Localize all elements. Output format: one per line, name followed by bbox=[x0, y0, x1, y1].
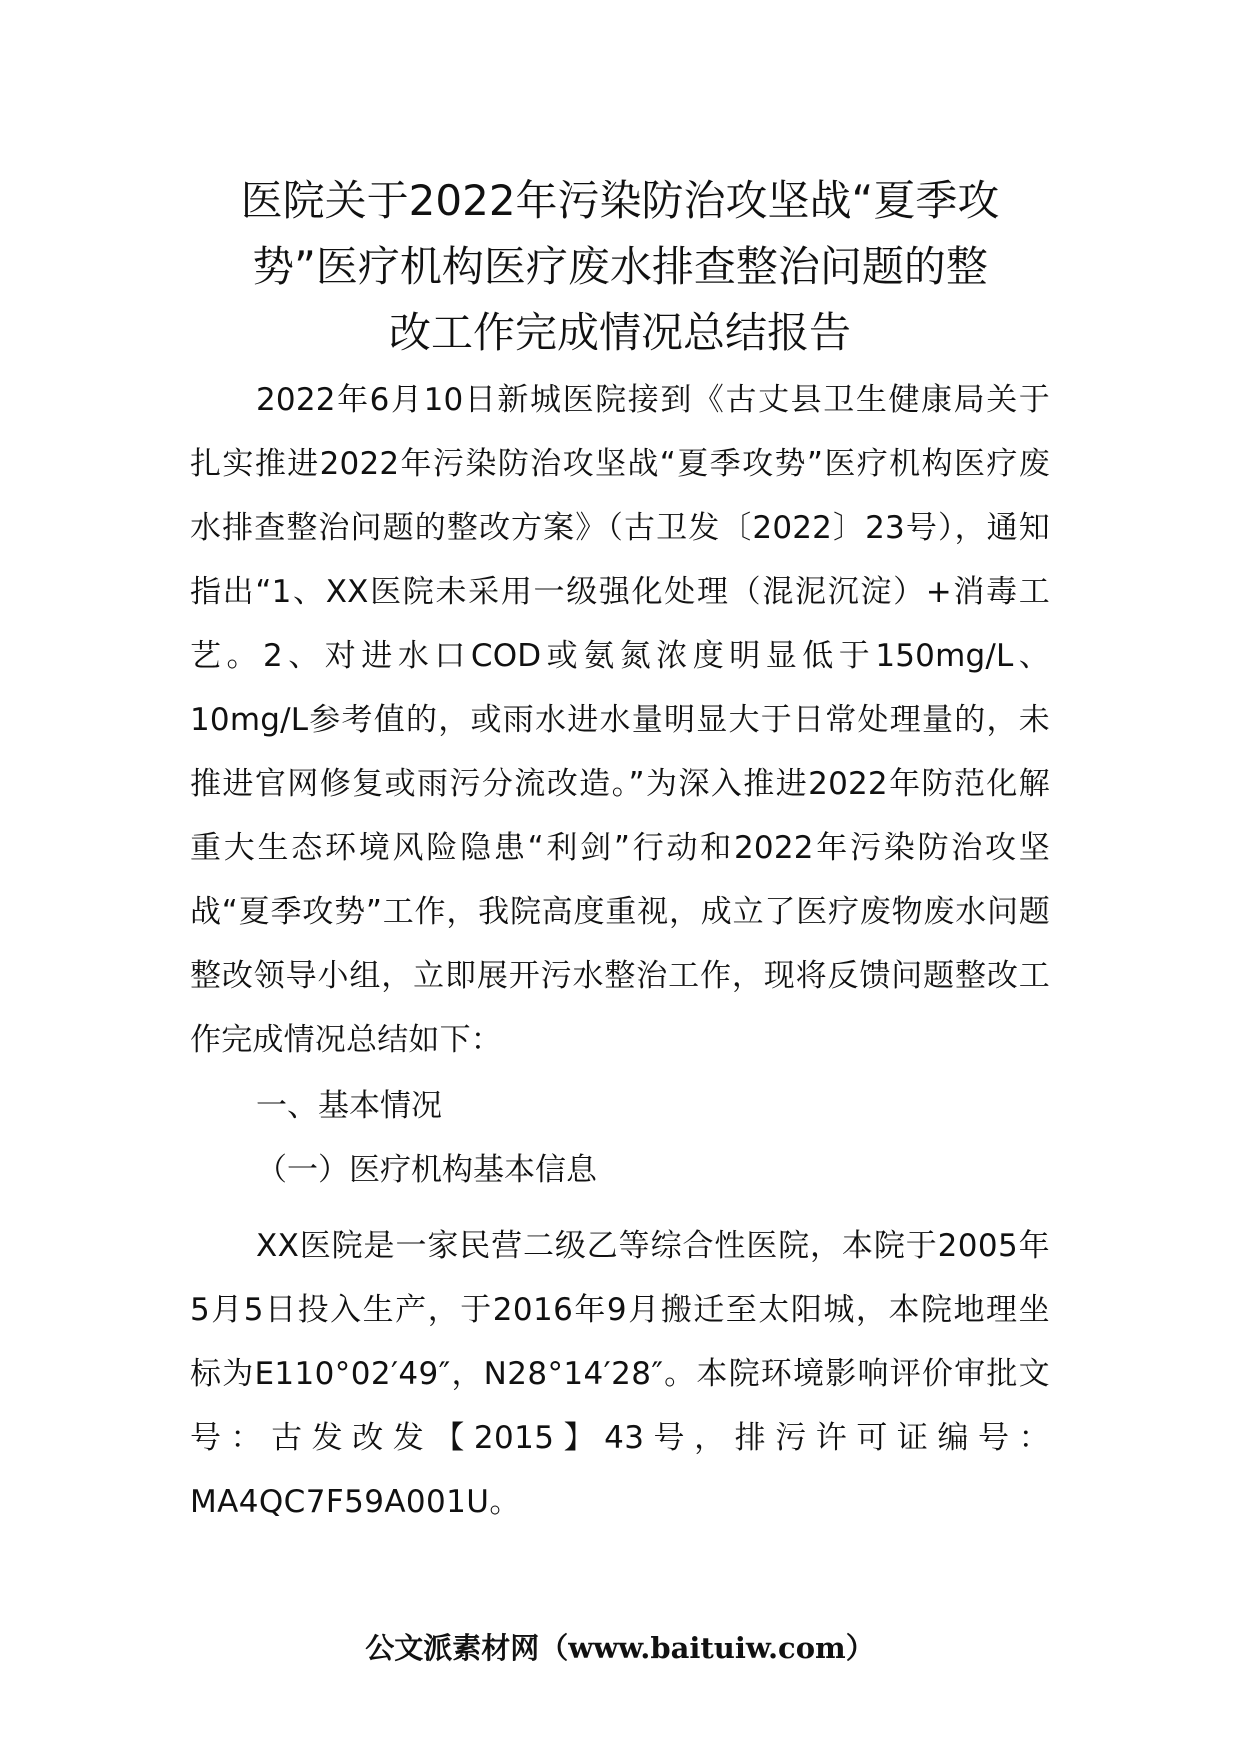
document-body bbox=[190, 368, 1050, 1534]
intro-paragraph: 2022年6月10日新城医院接到《古丈县卫生健康局关于扎实推进2022年污染防治攻坚战“夏季攻势”医疗机构医疗废水排查整治问题的整改方案》（古卫发〔2022〕23号），通知指出“1、XX医院未采用一级强化处理（混泥沉淀）+消毒工艺。2、对进水口COD或氨氮浓度明显低于150mg/L、10mg/L参考值的，或雨水进水量明显大于日常处理量的，未推进官网修复或雨污分流改造。”为深入推进2022年防范化解重大生态环境风险隐患“利剑”行动和2022年污染防治攻坚战“夏季攻势”工作，我院高度重视，成立了医疗废物废水问题整改领导小组，立即展开污水整治工作，现将反馈问题整改工作完成情况总结如下： bbox=[190, 382, 1050, 1058]
subsection-heading-institution-info: （一）医疗机构基本信息 bbox=[256, 1152, 597, 1188]
institution-info-paragraph: XX医院是一家民营二级乙等综合性医院，本院于2005年5月5日投入生产，于2016年9月搬迁至太阳城，本院地理坐标为E110°02′49″，N28°14′28″。本院环境影响评价审批文号：古发改发【2015】43号，排污许可证编号：MA4QC7F59A001U。 bbox=[190, 1228, 1050, 1520]
section-heading-basic-info: 一、基本情况 bbox=[256, 1088, 442, 1124]
footer-watermark: 公文派素材网（www.baituiw.com） bbox=[365, 1631, 875, 1665]
title-line-3: 改工作完成情况总结报告 bbox=[388, 308, 851, 357]
title-line-2: 势”医疗机构医疗废水排查整治问题的整 bbox=[252, 242, 988, 291]
title-line-1: 医院关于2022年污染防治攻坚战“夏季攻 bbox=[240, 176, 1000, 225]
document-title bbox=[190, 168, 1050, 366]
